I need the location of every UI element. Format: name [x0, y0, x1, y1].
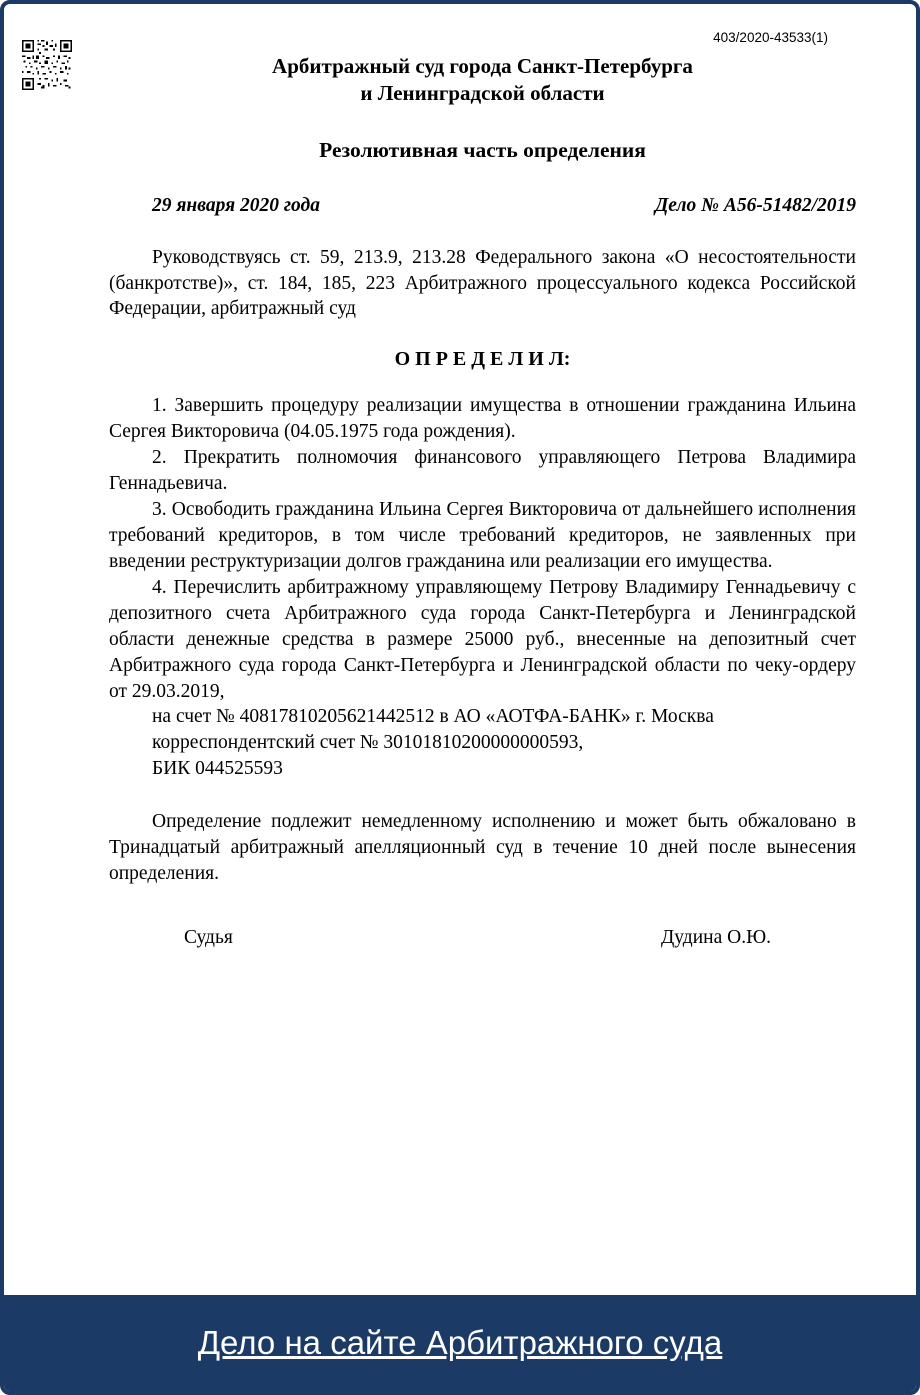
judge-label: Судья [184, 926, 233, 948]
date-case-row [109, 195, 856, 217]
resolution-items [109, 393, 856, 704]
footer-bar [4, 1295, 916, 1391]
bank-account-line: на счет № 40817810205621442512 в АО «АОТФА-БАНК» г. Москва [152, 706, 714, 728]
order-item-3: 3. Освободить гражданина Ильина Сергея Викторовича от дальнейшего исполнения требований кредиторов, в том числе требований кредиторов, не заявленных при введении реструктуризации долгов гражданина или реализации его имущества. [109, 499, 856, 572]
document-content [4, 4, 916, 949]
appeal-paragraph: Определение подлежит немедленному исполнению и может быть обжаловано в Тринадцатый арбитражный апелляционный суд в течение 10 дней после вынесения определения. [109, 811, 856, 885]
qr-code-icon [22, 40, 72, 90]
judge-name: Дудина О.Ю. [660, 926, 771, 948]
case-site-link[interactable]: Дело на сайте Арбитражного суда [197, 1324, 723, 1361]
bank-details [109, 704, 856, 782]
signature-row [109, 927, 856, 949]
order-item-1: 1. Завершить процедуру реализации имущества в отношении гражданина Ильина Сергея Викторовича (04.05.1975 года рождения). [109, 395, 856, 443]
bik-line: БИК 044525593 [152, 758, 283, 780]
court-name [109, 53, 856, 108]
reference-number: 403/2020-43533(1) [713, 30, 828, 45]
order-item-2: 2. Прекратить полномочия финансового управляющего Петрова Владимира Геннадьевича. [109, 447, 856, 495]
court-name-line1: Арбитражный суд города Санкт-Петербурга [272, 54, 693, 78]
correspondent-account-line: корреспондентский счет № 30101810200000000593, [152, 732, 584, 754]
document-title: Резолютивная часть определения [319, 137, 646, 162]
case-number: Дело № А56-51482/2019 [654, 194, 856, 216]
resolution-heading: О П Р Е Д Е Л И Л: [394, 348, 571, 371]
court-name-line2: и Ленинградской области [360, 81, 605, 106]
order-item-4: 4. Перечислить арбитражному управляющему Петрову Владимиру Геннадьевичу с депозитного счета Арбитражного суда города Санкт-Петербурга и Ленинградской области денежные средства в размере 25000 руб., внесенные на депозитный счет Арбитражного суда города Санкт-Петербурга и Ленинградской области по чеку-ордеру от 29.03.2019, [109, 576, 856, 702]
document-date: 29 января 2020 года [152, 194, 320, 216]
preamble-paragraph: Руководствуясь ст. 59, 213.9, 213.28 Федерального закона «О несостоятельности (банкротстве)», ст. 184, 185, 223 Арбитражного процессуального кодекса Российской Федерации, арбитражный суд [109, 246, 856, 320]
